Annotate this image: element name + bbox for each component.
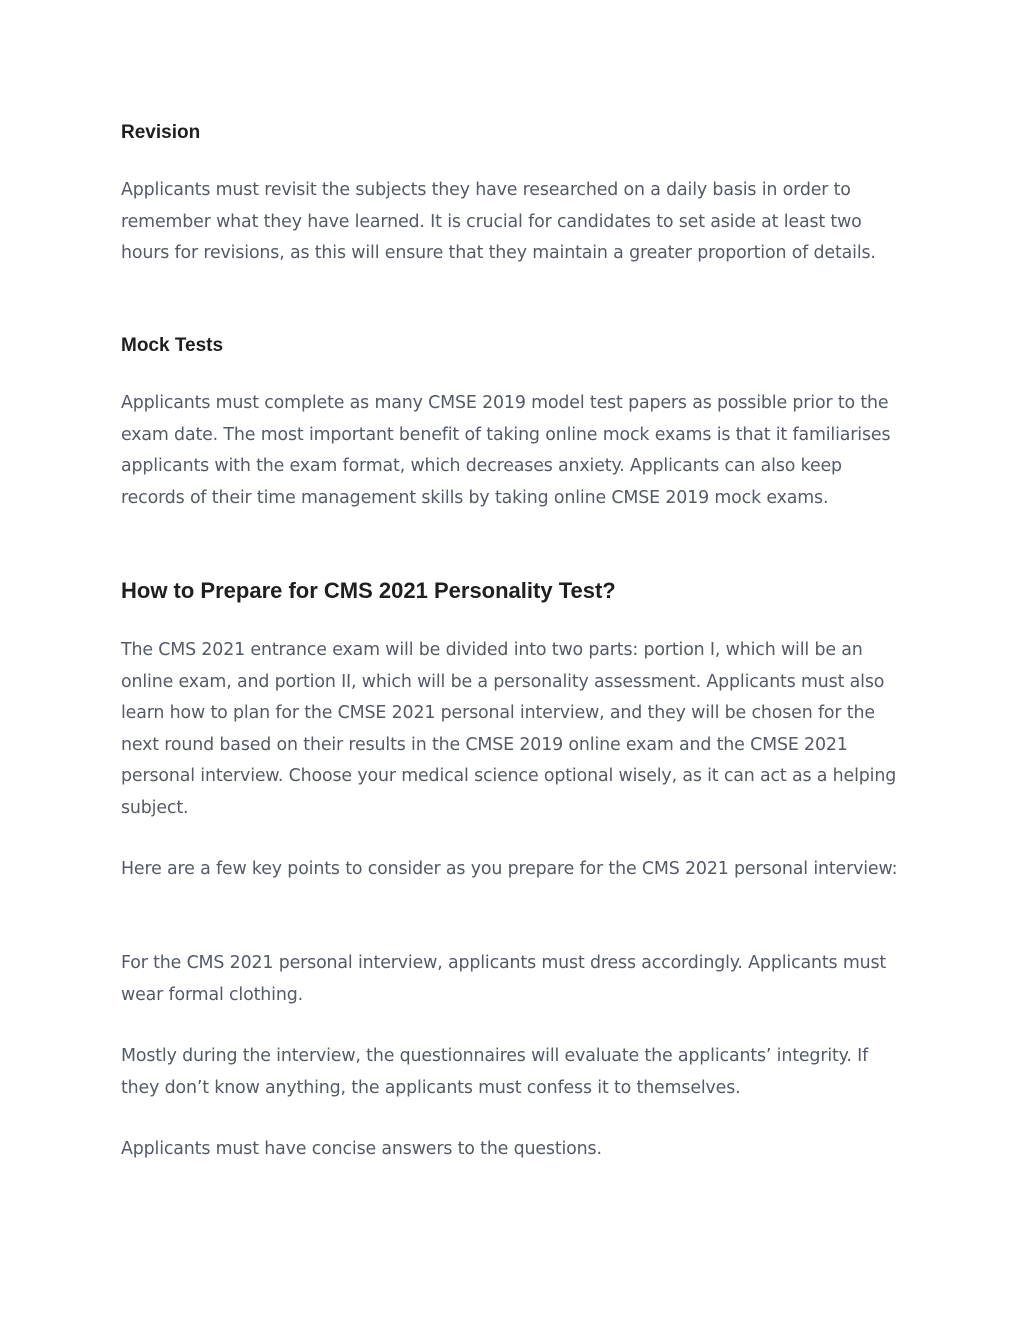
mock-tests-paragraph: Applicants must complete as many CMSE 2019 model test papers as possible prior to the exam date. The most important benefit of taking online mock exams is that it familiarises applicants with the exam format, which decreases anxiety. Applicants can also keep records of their time management skills by taking online CMSE 2019 mock exams. [121, 393, 891, 508]
personality-paragraph-4: Mostly during the interview, the questionnaires will evaluate the applicants’ integrity. If they don’t know anything, the applicants must confess it to themselves. [121, 1046, 869, 1098]
revision-paragraph: Applicants must revisit the subjects they have researched on a daily basis in order to remember what they have learned. It is crucial for candidates to set aside at least two hours for revisions, as this will ensure that they maintain a greater proportion of details. [121, 180, 876, 263]
personality-paragraph-5: Applicants must have concise answers to the questions. [121, 1139, 602, 1159]
revision-heading: Revision [121, 122, 201, 143]
personality-paragraph-2: Here are a few key points to consider as you prepare for the CMS 2021 personal interview: [121, 859, 898, 879]
mock-tests-heading: Mock Tests [121, 335, 224, 356]
personality-paragraph-3: For the CMS 2021 personal interview, applicants must dress accordingly. Applicants must wear formal clothing. [121, 953, 887, 1005]
personality-paragraph-1: The CMS 2021 entrance exam will be divided into two parts: portion I, which will be an online exam, and portion II, which will be a personality assessment. Applicants must also learn how to plan for the CMSE 2021 personal interview, and they will be chosen for the next round based on their results in the CMSE 2019 online exam and the CMSE 2021 personal interview. Choose your medical science optional wisely, as it can act as a helping subject. [121, 640, 897, 818]
personality-test-heading: How to Prepare for CMS 2021 Personality Test? [121, 578, 616, 603]
